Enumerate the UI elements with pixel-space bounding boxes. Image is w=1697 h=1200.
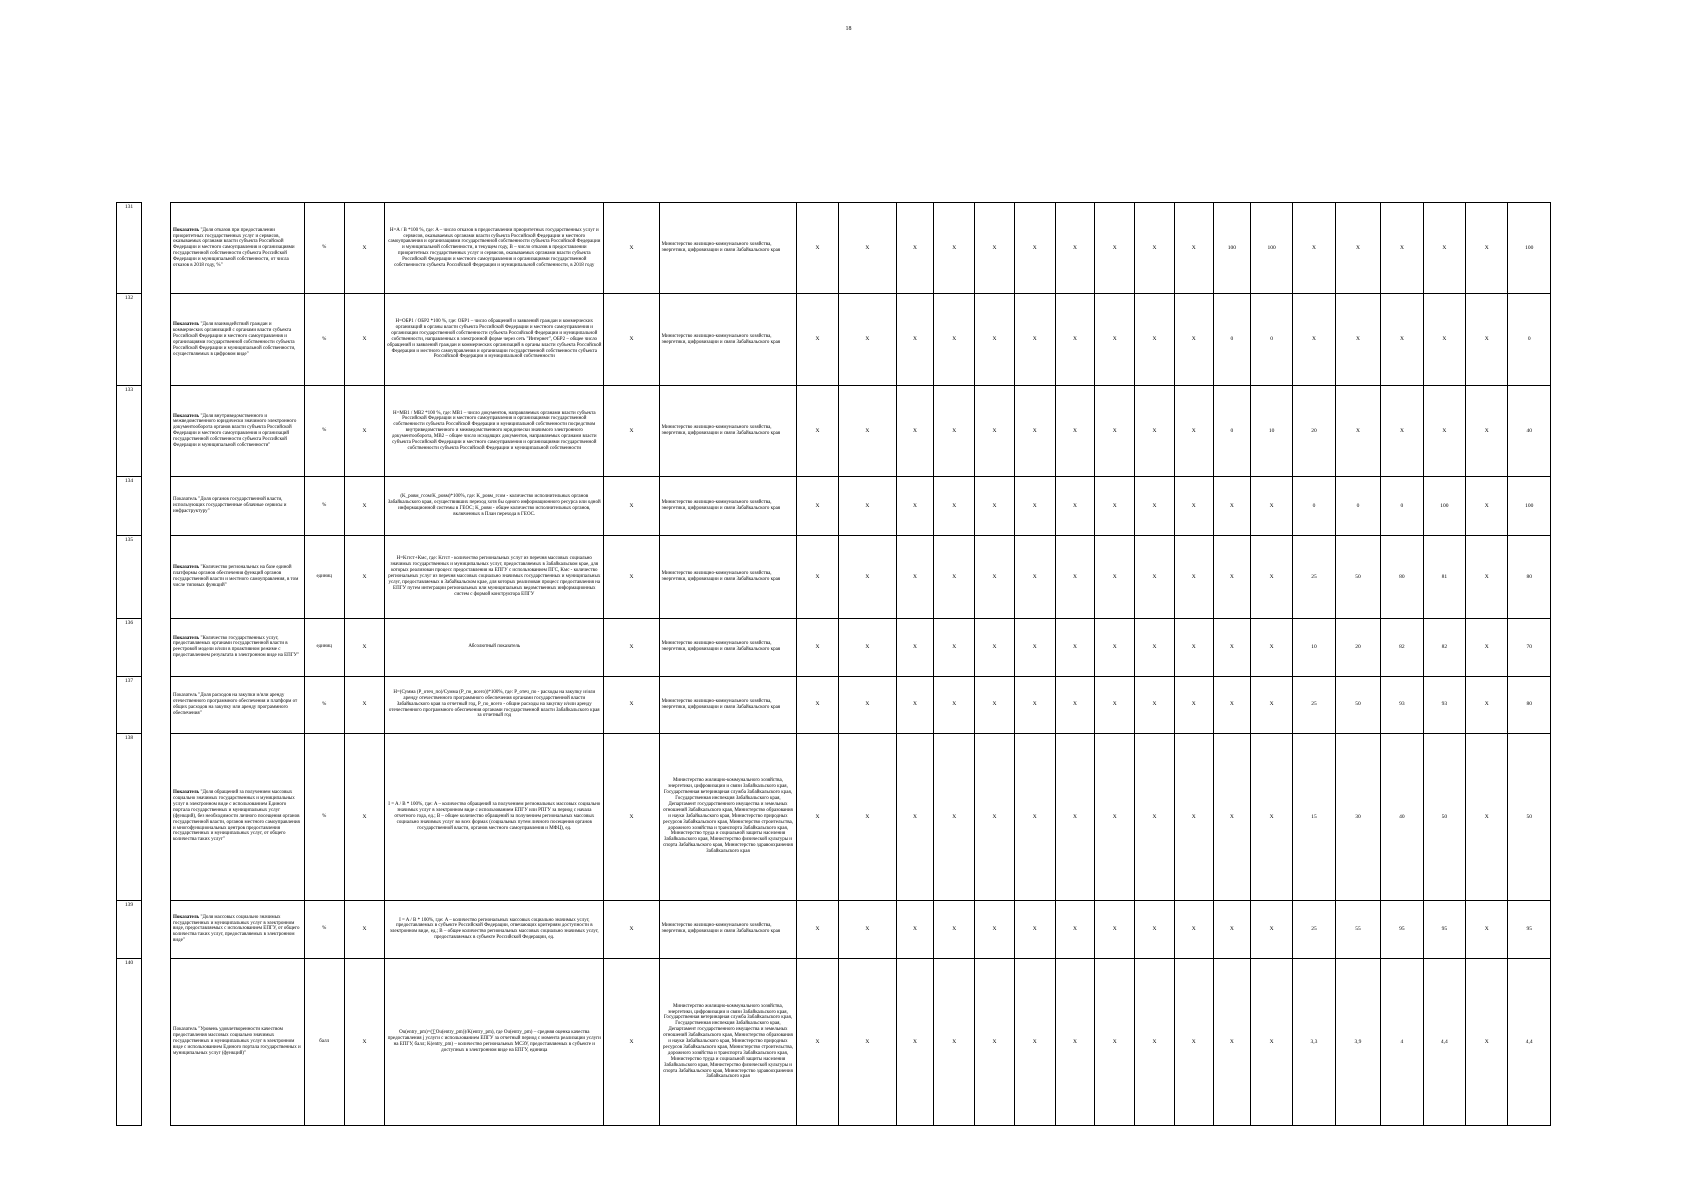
value-cell: Х xyxy=(1014,733,1055,900)
value-cell: Х xyxy=(896,203,933,294)
value-cell: Х xyxy=(1055,900,1094,958)
value-cell: Х xyxy=(838,535,896,618)
base-value-cell: Х xyxy=(344,294,384,385)
value-cell: 50 xyxy=(1335,676,1381,733)
value-cell: Х xyxy=(1213,900,1250,958)
indicator-table xyxy=(170,202,1551,1126)
responsible-cell: Министерство жилищно-коммунального хозяйства, энергетики, цифровизации и связи Забайкальского края xyxy=(659,294,797,385)
value-cell: Х xyxy=(838,385,896,476)
row-number: 138 xyxy=(117,733,142,900)
source-cell: Х xyxy=(604,535,659,618)
value-cell: Х xyxy=(1213,733,1250,900)
row-number-column xyxy=(116,202,142,1126)
row-number-row xyxy=(117,385,142,476)
unit-cell: % xyxy=(304,203,344,294)
indicator-prefix: Показатель xyxy=(173,413,200,419)
formula-cell: H=A / B *100 %, где: A – число отказов в предоставлении приоритетных государственных услуг и сервисов, оказываемых органами власти субъекта Российской Федерации и местного самоуправления и организациями государственной собственности субъекта Российской Федерации и муниципальной собственности, в текущем году, B – число отказов в предоставлении приоритетных государственных услуг и сервисов, оказываемых органами власти субъекта Российской Федерации и местного самоуправления и организациями государственной собственности субъекта Российской Федерации и муниципальной собственности, в 2018 году xyxy=(385,203,604,294)
formula-cell: I = A / B * 100%, где: A – количество обращений за получением региональных массовых социально значимых услуг в электронном виде с использованием ЕПГУ или РПГУ за период с начала отчетного года, ед.; B – общее количество обращений за получением региональных массовых социально значимых услуг во всех формах (социальных путем личного посещения органов государственной власти, органов местного самоуправления и МФЦ), ед. xyxy=(385,733,604,900)
source-cell: Х xyxy=(604,619,659,676)
base-value-cell: Х xyxy=(344,477,384,535)
value-cell: Х xyxy=(1055,477,1094,535)
value-cell: Х xyxy=(797,535,838,618)
row-number: 133 xyxy=(117,385,142,476)
indicator-name xyxy=(171,733,305,900)
source-cell: Х xyxy=(604,733,659,900)
value-cell: Х xyxy=(1213,619,1250,676)
formula-cell: H=МВ1 / МВ2 *100 %, где: МВ1 – число документов, направляемых органами власти субъекта Российской Федерации и местного самоуправления и организациями государственной собственности субъекта Российской Федерации и муниципальной собственности посредством внутриведомственного и межведомственного юридически значимого электронного документооборота, МВ2 – общее число исходящих документов, направляемых органами власти субъекта Российской Федерации и местного самоуправления и организациями государственной собственности субъекта Российской Федерации и муниципальной собственности xyxy=(385,385,604,476)
indicator-name xyxy=(171,959,305,1126)
responsible-cell: Министерство жилищно-коммунального хозяйства, энергетики, цифровизации и связи Забайкальского края, Государственная ветеринарная служба Забайкальского края, Государственная инспекция Забайкальского края, Департамент государственного имущества и земельных отношений Забайкальского края, Министерство образования и науки Забайкальского края, Министерство природных ресурсов Забайкальского края, Министерство строительства, дорожного хозяйства и транспорта Забайкальского края, Министерство труда и социальной защиты населения Забайкальского края, Министерство физической культуры и спорта Забайкальского края, Министерство здравоохранения Забайкальского края xyxy=(659,733,797,900)
value-cell: Х xyxy=(1174,619,1213,676)
row-number: 136 xyxy=(117,619,142,676)
value-cell: Х xyxy=(1466,959,1508,1126)
value-cell: Х xyxy=(1213,959,1250,1126)
value-cell: 100 xyxy=(1423,477,1465,535)
value-cell: Х xyxy=(1213,477,1250,535)
value-cell: Х xyxy=(1423,294,1465,385)
value-cell: Х xyxy=(1135,477,1174,535)
value-cell: Х xyxy=(1466,733,1508,900)
row-number: 131 xyxy=(117,203,142,294)
indicator-name-text: Показатель "Доля расходов на закупки и/или аренду отечественного программного обеспечения и платформ от общих расходов на закупку или аренду программного обеспечения" xyxy=(173,692,298,716)
base-value-cell: Х xyxy=(344,733,384,900)
value-cell: Х xyxy=(934,619,975,676)
unit-cell: % xyxy=(304,733,344,900)
value-cell: Х xyxy=(1174,676,1213,733)
value-cell: 93 xyxy=(1381,676,1423,733)
value-cell: Х xyxy=(1135,900,1174,958)
value-cell: Х xyxy=(1135,619,1174,676)
value-cell: 81 xyxy=(1423,535,1465,618)
value-cell: Х xyxy=(934,385,975,476)
base-value-cell: Х xyxy=(344,203,384,294)
value-cell: Х xyxy=(1174,733,1213,900)
row-number-row xyxy=(117,676,142,733)
value-cell: Х xyxy=(1055,203,1094,294)
value-cell: Х xyxy=(1250,619,1292,676)
table-row xyxy=(171,385,1551,476)
value-cell: 0 xyxy=(1213,294,1250,385)
value-cell: Х xyxy=(838,203,896,294)
value-cell: 82 xyxy=(1381,619,1423,676)
value-cell: Х xyxy=(1466,477,1508,535)
value-cell: Х xyxy=(1055,676,1094,733)
responsible-cell: Министерство жилищно-коммунального хозяйства, энергетики, цифровизации и связи Забайкальского края xyxy=(659,477,797,535)
table-row xyxy=(171,203,1551,294)
value-cell: Х xyxy=(896,385,933,476)
value-cell: Х xyxy=(797,294,838,385)
row-number-row xyxy=(117,900,142,958)
responsible-cell: Министерство жилищно-коммунального хозяйства, энергетики, цифровизации и связи Забайкальского края, Государственная ветеринарная служба Забайкальского края, Государственная инспекция Забайкальского края, Департамент государственного имущества и земельных отношений Забайкальского края, Министерство образования и науки Забайкальского края, Министерство природных ресурсов Забайкальского края, Министерство строительства, дорожного хозяйства и транспорта Забайкальского края, Министерство труда и социальной защиты населения Забайкальского края, Министерство физической культуры и спорта Забайкальского края, Министерство здравоохранения Забайкальского края xyxy=(659,959,797,1126)
value-cell: Х xyxy=(1135,676,1174,733)
value-cell: 0 xyxy=(1250,294,1292,385)
value-cell: Х xyxy=(934,203,975,294)
value-cell: 50 xyxy=(1335,535,1381,618)
value-cell: Х xyxy=(934,294,975,385)
value-cell: 0 xyxy=(1335,477,1381,535)
indicator-name-text: "Доля обращений за получением массовых социально значимых государственных и муниципальных услуг в электронном виде с использованием Единого портала государственных и муниципальных услуг (функций), без необходимости личного посещения органов государственной власти, органов местного самоуправления и многофункциональных центров предоставления государственных и муниципальных услуг, от общего количества таких услуг" xyxy=(173,790,300,843)
value-cell: 100 xyxy=(1250,203,1292,294)
source-cell: Х xyxy=(604,294,659,385)
value-cell: Х xyxy=(1135,733,1174,900)
value-cell: Х xyxy=(838,294,896,385)
formula-cell: H=ОБР1 / ОБР2 *100 %, где: ОБР1 – число обращений и заявлений граждан и коммерческих организаций в органы власти субъекта Российской Федерации и местного самоуправления и организации государственной собственности субъекта Российской Федерации и муниципальной собственности, направленных в электронной форме через сеть "Интернет", ОБР2 – общее число обращений и заявлений граждан и коммерческих организаций в органы власти субъекта Российской Федерации и местного самоуправления и организации государственной собственности субъекта Российской Федерации и муниципальной собственности xyxy=(385,294,604,385)
value-cell: Х xyxy=(1293,203,1335,294)
value-cell: Х xyxy=(1095,385,1135,476)
responsible-cell: Министерство жилищно-коммунального хозяйства, энергетики, цифровизации и связи Забайкальского края xyxy=(659,900,797,958)
source-cell: Х xyxy=(604,203,659,294)
base-value-cell: Х xyxy=(344,385,384,476)
value-cell: Х xyxy=(1174,294,1213,385)
value-cell: Х xyxy=(797,959,838,1126)
value-cell: Х xyxy=(934,676,975,733)
value-cell: Х xyxy=(1014,477,1055,535)
value-cell: Х xyxy=(896,676,933,733)
source-cell: Х xyxy=(604,676,659,733)
value-cell: 0 xyxy=(1381,477,1423,535)
value-cell: Х xyxy=(1095,477,1135,535)
formula-cell: H=(Сумма (P_отеч_по)/Сумма (P_по_всего))*100%, где: P_отеч_по - расходы на закупку и/или аренду отечественного программного обеспечения органами государственной власти Забайкальского края за отчетный год, P_по_всего - общие расходы на закупку и/или аренду отечественного программного обеспечения органами государственной власти Забайкальского края за отчетный год xyxy=(385,676,604,733)
value-cell: Х xyxy=(1055,535,1094,618)
value-cell: Х xyxy=(1135,294,1174,385)
value-cell: Х xyxy=(896,619,933,676)
value-cell: 100 xyxy=(1213,203,1250,294)
value-cell: 70 xyxy=(1508,619,1551,676)
value-cell: Х xyxy=(797,619,838,676)
value-cell: Х xyxy=(975,294,1014,385)
responsible-cell: Министерство жилищно-коммунального хозяйства, энергетики, цифровизации и связи Забайкальского края xyxy=(659,385,797,476)
value-cell: Х xyxy=(1055,733,1094,900)
table-row xyxy=(171,733,1551,900)
value-cell: Х xyxy=(1135,535,1174,618)
value-cell: 80 xyxy=(1508,676,1551,733)
value-cell: Х xyxy=(1335,203,1381,294)
value-cell: Х xyxy=(1095,959,1135,1126)
value-cell: Х xyxy=(1250,676,1292,733)
value-cell: Х xyxy=(1095,900,1135,958)
value-cell: 0 xyxy=(1213,385,1250,476)
value-cell: Х xyxy=(1381,385,1423,476)
unit-cell: % xyxy=(304,294,344,385)
indicator-name xyxy=(171,203,305,294)
indicator-name xyxy=(171,676,305,733)
value-cell: Х xyxy=(1014,900,1055,958)
value-cell: Х xyxy=(1174,900,1213,958)
row-number: 137 xyxy=(117,676,142,733)
value-cell: 25 xyxy=(1293,535,1335,618)
value-cell: 95 xyxy=(1423,900,1465,958)
value-cell: 25 xyxy=(1293,900,1335,958)
table-row xyxy=(171,619,1551,676)
table-row xyxy=(171,294,1551,385)
value-cell: 0 xyxy=(1508,294,1551,385)
value-cell: Х xyxy=(1466,535,1508,618)
table-row xyxy=(171,900,1551,958)
indicator-prefix: Показатель xyxy=(173,635,200,641)
formula-cell: I = A / B * 100%, где: A – количество региональных массовых социально значимых услуг, предоставляемых в субъекте Российской Федерации, отвечающих критериям доступности в электронном виде, ед.; B – общее количество региональных массовых социально значимых услуг, предоставляемых в субъекте Российской Федерации, ед. xyxy=(385,900,604,958)
base-value-cell: Х xyxy=(344,959,384,1126)
value-cell: Х xyxy=(1381,203,1423,294)
indicator-prefix: Показатель xyxy=(173,322,200,328)
value-cell: Х xyxy=(1466,619,1508,676)
value-cell: Х xyxy=(975,676,1014,733)
value-cell: 100 xyxy=(1508,477,1551,535)
value-cell: Х xyxy=(797,676,838,733)
value-cell: Х xyxy=(934,477,975,535)
value-cell: Х xyxy=(975,203,1014,294)
responsible-cell: Министерство жилищно-коммунального хозяйства, энергетики, цифровизации и связи Забайкальского края xyxy=(659,535,797,618)
base-value-cell: Х xyxy=(344,619,384,676)
value-cell: Х xyxy=(975,477,1014,535)
value-cell: Х xyxy=(797,733,838,900)
value-cell: Х xyxy=(1213,535,1250,618)
row-number: 132 xyxy=(117,294,142,385)
value-cell: 95 xyxy=(1508,900,1551,958)
value-cell: 20 xyxy=(1335,619,1381,676)
table-row xyxy=(171,477,1551,535)
unit-cell: единиц xyxy=(304,535,344,618)
value-cell: Х xyxy=(975,385,1014,476)
value-cell: 3,9 xyxy=(1335,959,1381,1126)
value-cell: Х xyxy=(838,619,896,676)
value-cell: Х xyxy=(1466,676,1508,733)
value-cell: Х xyxy=(1250,959,1292,1126)
row-number: 140 xyxy=(117,959,142,1126)
unit-cell: % xyxy=(304,385,344,476)
value-cell: Х xyxy=(1055,959,1094,1126)
indicator-name xyxy=(171,385,305,476)
value-cell: Х xyxy=(1135,203,1174,294)
value-cell: Х xyxy=(797,385,838,476)
indicator-prefix: Показатель xyxy=(173,790,200,796)
value-cell: 4,4 xyxy=(1508,959,1551,1126)
source-cell: Х xyxy=(604,477,659,535)
value-cell: 82 xyxy=(1423,619,1465,676)
value-cell: Х xyxy=(1014,619,1055,676)
value-cell: Х xyxy=(1014,385,1055,476)
value-cell: Х xyxy=(1381,294,1423,385)
formula-cell: H=Kгrcт+Kмс, где: Kгrcт - количество региональных услуг из перечня массовых социально значимых государственных и муниципальных услуг, предоставляемых в Забайкальском крае, для которых реализован процесс предоставления на ЕПГУ с использованием ПГС, Kмс - количество региональных услуг из перечня массовых социально значимых государственных и муниципальных услуг, предоставляемых в Забайкальском крае, для которых реализован процесс предоставления на ЕПГУ путем интеграции региональных или муниципальных ведомственных информационных систем с формой конструктора ЕПГУ xyxy=(385,535,604,618)
value-cell: 50 xyxy=(1508,733,1551,900)
value-cell: Х xyxy=(896,535,933,618)
value-cell: Х xyxy=(1466,900,1508,958)
responsible-cell: Министерство жилищно-коммунального хозяйства, энергетики, цифровизации и связи Забайкальского края xyxy=(659,676,797,733)
value-cell: Х xyxy=(797,900,838,958)
base-value-cell: Х xyxy=(344,535,384,618)
value-cell: Х xyxy=(1014,294,1055,385)
value-cell: Х xyxy=(1213,676,1250,733)
value-cell: Х xyxy=(975,619,1014,676)
value-cell: Х xyxy=(934,959,975,1126)
value-cell: Х xyxy=(797,203,838,294)
value-cell: Х xyxy=(1095,535,1135,618)
value-cell: Х xyxy=(1250,900,1292,958)
source-cell: Х xyxy=(604,385,659,476)
value-cell: Х xyxy=(934,733,975,900)
value-cell: 40 xyxy=(1381,733,1423,900)
value-cell: Х xyxy=(896,477,933,535)
value-cell: 55 xyxy=(1335,900,1381,958)
indicator-name-text: Показатель "Доля органов государственной власти, использующих государственные облачные сервисы и инфраструктуру" xyxy=(173,497,287,515)
base-value-cell: Х xyxy=(344,900,384,958)
source-cell: Х xyxy=(604,959,659,1126)
value-cell: Х xyxy=(975,733,1014,900)
value-cell: 80 xyxy=(1381,535,1423,618)
unit-cell: единиц xyxy=(304,619,344,676)
indicator-prefix: Показатель xyxy=(173,227,200,233)
formula-cell: Абсолютный показатель xyxy=(385,619,604,676)
value-cell: 4 xyxy=(1381,959,1423,1126)
value-cell: Х xyxy=(896,733,933,900)
value-cell: Х xyxy=(1174,535,1213,618)
value-cell: Х xyxy=(934,900,975,958)
value-cell: 15 xyxy=(1293,733,1335,900)
value-cell: 10 xyxy=(1293,619,1335,676)
table-row xyxy=(171,959,1551,1126)
value-cell: Х xyxy=(1055,385,1094,476)
value-cell: 93 xyxy=(1423,676,1465,733)
unit-cell: % xyxy=(304,900,344,958)
value-cell: Х xyxy=(896,294,933,385)
indicator-name xyxy=(171,477,305,535)
table-row xyxy=(171,535,1551,618)
indicator-name xyxy=(171,294,305,385)
indicator-name-text: "Доля массовых социально значимых государственных и муниципальных услуг в электронном виде, предоставляемых с использованием ЕПГУ, от общего количества таких услуг, предоставляемых в электронном виде" xyxy=(173,914,300,944)
table-row xyxy=(171,676,1551,733)
value-cell: Х xyxy=(1135,385,1174,476)
row-number-row xyxy=(117,959,142,1126)
indicator-prefix: Показатель xyxy=(173,565,200,571)
value-cell: Х xyxy=(1014,535,1055,618)
value-cell: Х xyxy=(1335,294,1381,385)
value-cell: Х xyxy=(1095,676,1135,733)
value-cell: Х xyxy=(1250,733,1292,900)
indicator-name-text: "Доля взаимодействий граждан и коммерческих организаций с органами власти субъекта Российской Федерации и местного самоуправления и организациями государственной собственности субъекта Российской Федерации и муниципальной собственности, осуществляемых в цифровом виде" xyxy=(173,322,296,357)
row-number-row xyxy=(117,294,142,385)
indicator-name xyxy=(171,535,305,618)
row-number: 135 xyxy=(117,535,142,618)
page-number: 18 xyxy=(845,26,852,32)
value-cell: Х xyxy=(1293,294,1335,385)
value-cell: 10 xyxy=(1250,385,1292,476)
value-cell: 4,4 xyxy=(1423,959,1465,1126)
value-cell: Х xyxy=(1095,619,1135,676)
value-cell: Х xyxy=(1135,959,1174,1126)
value-cell: Х xyxy=(797,477,838,535)
value-cell: Х xyxy=(975,959,1014,1126)
unit-cell: балл xyxy=(304,959,344,1126)
value-cell: 80 xyxy=(1508,535,1551,618)
value-cell: Х xyxy=(1466,385,1508,476)
indicator-name-text: "Доля отказов при предоставлении приоритетных государственных услуг и сервисов, оказываемых органами власти субъекта Российской Федерации и местного самоуправления и организациями государственной собственности субъекта Российской Федерации и муниципальной собственности, от числа отказов в 2018 году, %" xyxy=(173,227,295,268)
indicator-name-text: Показатель "Уровень удовлетворенности качеством предоставления массовых социально значимых государственных и муниципальных услуг в электронном виде с использованием Единого портала государственных и муниципальных услуг (функций)" xyxy=(173,1027,301,1056)
value-cell: Х xyxy=(975,900,1014,958)
value-cell: Х xyxy=(838,477,896,535)
row-number-row xyxy=(117,619,142,676)
value-cell: Х xyxy=(1095,203,1135,294)
value-cell: Х xyxy=(838,676,896,733)
row-number-row xyxy=(117,203,142,294)
value-cell: Х xyxy=(896,900,933,958)
value-cell: Х xyxy=(1174,477,1213,535)
value-cell: Х xyxy=(1095,294,1135,385)
formula-cell: (K_ровм_гсом/K_ровм)*100%, где: K_ровм_гсом - количество исполнительных органов Забайкальского края, осуществивших переход хотя бы одного информационного ресурса или одной информационной системы в ГЕОС; K_ровм - общее количество исполнительных органов, включенных в План перехода в ГЕОС. xyxy=(385,477,604,535)
indicator-name xyxy=(171,619,305,676)
indicator-prefix: Показатель xyxy=(173,914,200,920)
value-cell: Х xyxy=(1014,959,1055,1126)
source-cell: Х xyxy=(604,900,659,958)
value-cell: Х xyxy=(1466,203,1508,294)
row-number: 139 xyxy=(117,900,142,958)
value-cell: 95 xyxy=(1381,900,1423,958)
row-number-row xyxy=(117,535,142,618)
value-cell: 30 xyxy=(1335,733,1381,900)
unit-cell: % xyxy=(304,477,344,535)
value-cell: Х xyxy=(1174,203,1213,294)
indicator-name xyxy=(171,900,305,958)
value-cell: 20 xyxy=(1293,385,1335,476)
value-cell: Х xyxy=(1055,619,1094,676)
indicator-name-text: "Доля внутриведомственного и межведомственного юридически значимого электронного документооборота органов власти субъекта Российской Федерации и местного самоуправления и организаций государственной собственности субъекта Российской Федерации и муниципальной собственности" xyxy=(173,413,297,448)
value-cell: 40 xyxy=(1508,385,1551,476)
row-number: 134 xyxy=(117,477,142,535)
responsible-cell: Министерство жилищно-коммунального хозяйства, энергетики, цифровизации и связи Забайкальского края xyxy=(659,203,797,294)
responsible-cell: Министерство жилищно-коммунального хозяйства, энергетики, цифровизации и связи Забайкальского края xyxy=(659,619,797,676)
value-cell: Х xyxy=(934,535,975,618)
value-cell: Х xyxy=(1250,535,1292,618)
row-number-row xyxy=(117,733,142,900)
value-cell: Х xyxy=(1055,294,1094,385)
value-cell: Х xyxy=(1174,959,1213,1126)
row-number-row xyxy=(117,477,142,535)
value-cell: 50 xyxy=(1423,733,1465,900)
value-cell: Х xyxy=(1095,733,1135,900)
indicator-name-text: "Количество государственных услуг, предоставляемых органами государственной власти в реестровой модели и/или в проактивном режиме с предоставлением результата в электронном виде на ЕПГУ" xyxy=(173,635,300,659)
unit-cell: % xyxy=(304,676,344,733)
value-cell: Х xyxy=(838,959,896,1126)
value-cell: Х xyxy=(1014,203,1055,294)
value-cell: Х xyxy=(1423,385,1465,476)
value-cell: Х xyxy=(896,959,933,1126)
value-cell: Х xyxy=(1335,385,1381,476)
value-cell: Х xyxy=(975,535,1014,618)
base-value-cell: Х xyxy=(344,676,384,733)
value-cell: Х xyxy=(1174,385,1213,476)
value-cell: 3,3 xyxy=(1293,959,1335,1126)
value-cell: 100 xyxy=(1508,203,1551,294)
value-cell: Х xyxy=(838,900,896,958)
value-cell: Х xyxy=(838,733,896,900)
formula-cell: Ou(entry_pm)=(∑Ou(entry_pm))/K(entry_pm), где Ou(entry_pm) – средняя оценка качества предоставления j услуги с использованием ЕПГУ за отчетный период с момента реализации услуги на ЕПГУ, балл; K(entry_pm) – количество региональных МСЗУ, предоставляемых в субъекте и доступных в электронном виде на ЕПГУ, единица xyxy=(385,959,604,1126)
value-cell: Х xyxy=(1466,294,1508,385)
value-cell: Х xyxy=(1250,477,1292,535)
value-cell: 0 xyxy=(1293,477,1335,535)
value-cell: Х xyxy=(1423,203,1465,294)
value-cell: 25 xyxy=(1293,676,1335,733)
value-cell: Х xyxy=(1014,676,1055,733)
indicator-name-text: "Количество региональных на базе единой платформы органов обеспечения функций органов государственной власти и местного самоуправления, в том числе типовых функций" xyxy=(173,565,299,588)
